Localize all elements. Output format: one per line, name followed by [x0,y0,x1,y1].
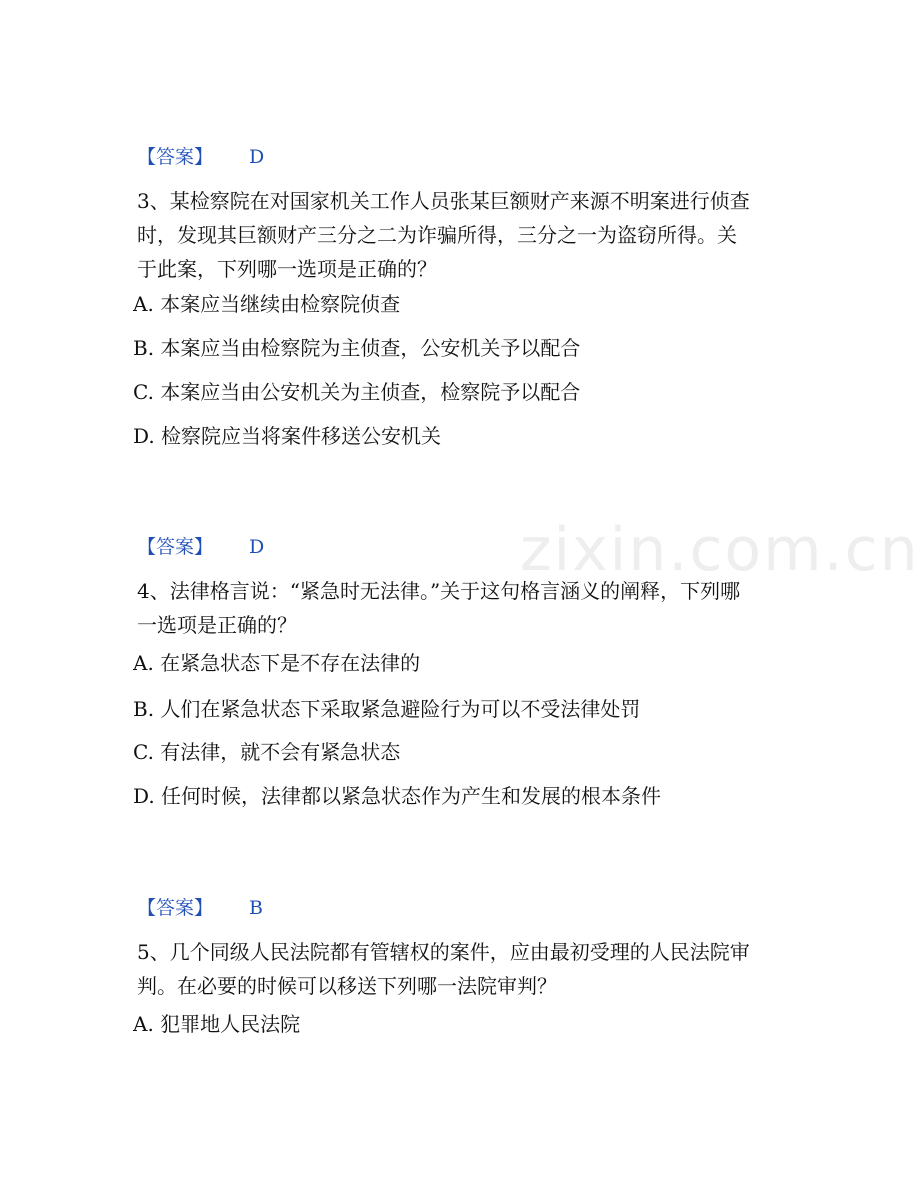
answer-tag: 【答案】 [137,536,214,558]
option-a: A. 犯罪地人民法院 [133,1012,301,1036]
question-line: 判。在必要的时候可以移送下列哪一法院审判？ [137,974,557,998]
question-line: 时，发现其巨额财产三分之二为诈骗所得，三分之一为盗窃所得。关 [137,223,737,247]
question-text [137,184,782,286]
question-line: 5、几个同级人民法院都有管辖权的案件，应由最初受理的人民法院审 [137,940,750,964]
option-a: A. 本案应当继续由检察院侦查 [133,292,401,316]
answer-line [137,145,265,169]
question-line: 3、某检察院在对国家机关工作人员张某巨额财产来源不明案进行侦查 [137,189,750,213]
question-text [137,935,782,1003]
answer-line [137,535,265,559]
question-line: 一选项是正确的？ [137,613,297,637]
option-a: A. 在紧急状态下是不存在法律的 [133,651,421,675]
option-d: D. 任何时候，法律都以紧急状态作为产生和发展的根本条件 [133,784,662,808]
option-c: C. 本案应当由公安机关为主侦查，检察院予以配合 [133,380,581,404]
option-b: B. 本案应当由检察院为主侦查，公安机关予以配合 [133,336,581,360]
option-d: D. 检察院应当将案件移送公安机关 [133,424,442,448]
option-b: B. 人们在紧急状态下采取紧急避险行为可以不受法律处罚 [133,697,641,721]
question-line: 4、法律格言说：“紧急时无法律。”关于这句格言涵义的阐释，下列哪 [137,579,741,603]
option-c: C. 有法律，就不会有紧急状态 [133,740,401,764]
answer-letter: D [249,146,265,168]
answer-letter: B [249,897,263,919]
question-line: 于此案，下列哪一选项是正确的？ [137,257,437,281]
watermark: zixin.com.cn [520,515,920,585]
answer-line [137,896,263,920]
answer-tag: 【答案】 [137,146,214,168]
question-text [137,574,782,642]
answer-tag: 【答案】 [137,897,214,919]
answer-letter: D [249,536,265,558]
